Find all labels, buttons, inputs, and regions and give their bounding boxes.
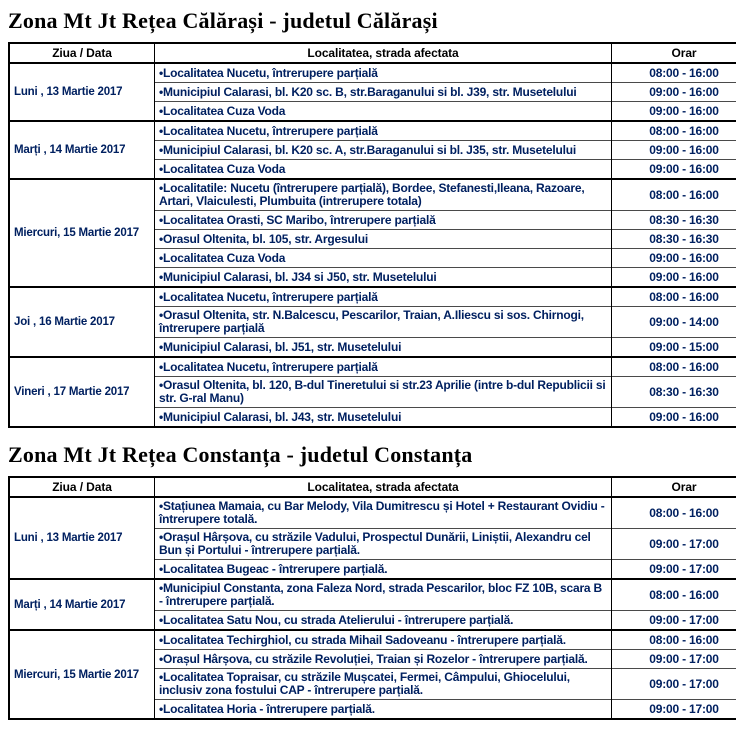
locality-cell: •Localitatea Nucetu, întrerupere parțială (155, 287, 612, 307)
header-row (9, 477, 736, 497)
locality-cell: •Localitatea Nucetu, întrerupere parțială (155, 63, 612, 83)
table-row (9, 630, 736, 650)
hours-cell: 08:00 - 16:00 (612, 630, 736, 650)
locality-cell: •Localitatea Nucetu, întrerupere parțială (155, 121, 612, 141)
locality-cell: •Localitatea Cuza Voda (155, 249, 612, 268)
hours-cell: 08:30 - 16:30 (612, 377, 736, 408)
locality-cell: •Localitatea Nucetu, întrerupere parțială (155, 357, 612, 377)
table-row (9, 579, 736, 611)
hours-cell: 09:00 - 16:00 (612, 83, 736, 102)
locality-cell: •Municipiul Calarasi, bl. J43, str. Musetelului (155, 408, 612, 428)
outage-schedule-table (8, 476, 736, 720)
hours-cell: 08:00 - 16:00 (612, 121, 736, 141)
hours-cell: 08:00 - 16:00 (612, 357, 736, 377)
hours-cell: 09:00 - 17:00 (612, 560, 736, 580)
hours-cell: 08:00 - 16:00 (612, 287, 736, 307)
hours-cell: 08:30 - 16:30 (612, 230, 736, 249)
locality-cell: •Municipiul Calarasi, bl. J51, str. Musetelului (155, 338, 612, 358)
col-header-locality: Localitatea, strada afectata (155, 43, 612, 63)
hours-cell: 09:00 - 16:00 (612, 160, 736, 180)
day-cell: Marți , 14 Martie 2017 (9, 579, 155, 630)
day-cell: Marți , 14 Martie 2017 (9, 121, 155, 179)
locality-cell: •Orașul Hârșova, cu străzile Vadului, Prospectul Dunării, Liniștii, Alexandru cel Bun și Portului - întrerupere parțială. (155, 529, 612, 560)
locality-cell: •Orasul Oltenita, str. N.Balcescu, Pescarilor, Traian, A.Iliescu si sos. Chirnogi, întrerupere parțială (155, 307, 612, 338)
locality-cell: •Localitatea Satu Nou, cu strada Atelierului - întrerupere parțială. (155, 611, 612, 631)
header-row (9, 43, 736, 63)
locality-cell: •Localitatea Topraisar, cu străzile Mușcatei, Fermei, Câmpului, Ghiocelului, inclusiv zona fostului CAP - întrerupere parțială. (155, 669, 612, 700)
locality-cell: •Municipiul Calarasi, bl. J34 si J50, str. Musetelului (155, 268, 612, 288)
day-cell: Luni , 13 Martie 2017 (9, 63, 155, 121)
hours-cell: 08:00 - 16:00 (612, 579, 736, 611)
hours-cell: 09:00 - 14:00 (612, 307, 736, 338)
hours-cell: 09:00 - 17:00 (612, 650, 736, 669)
hours-cell: 09:00 - 16:00 (612, 268, 736, 288)
hours-cell: 09:00 - 17:00 (612, 529, 736, 560)
locality-cell: •Municipiul Constanta, zona Faleza Nord, strada Pescarilor, bloc FZ 10B, scara B - întrerupere parțială. (155, 579, 612, 611)
locality-cell: •Localitatea Bugeac - întrerupere parțială. (155, 560, 612, 580)
locality-cell: •Localitatile: Nucetu (întrerupere parțială), Bordee, Stefanesti,Ileana, Razoare, Artari, Vlaiculesti, Plumbuita (intrerupere totala) (155, 179, 612, 211)
locality-cell: •Orașul Hârșova, cu străzile Revoluției, Traian și Rozelor - întrerupere parțială. (155, 650, 612, 669)
table-row (9, 63, 736, 83)
table-row (9, 179, 736, 211)
hours-cell: 08:00 - 16:00 (612, 179, 736, 211)
hours-cell: 09:00 - 16:00 (612, 408, 736, 428)
hours-cell: 08:30 - 16:30 (612, 211, 736, 230)
outage-schedule-table (8, 42, 736, 428)
table-row (9, 357, 736, 377)
locality-cell: •Localitatea Techirghiol, cu strada Mihail Sadoveanu - întrerupere parțială. (155, 630, 612, 650)
locality-cell: •Stațiunea Mamaia, cu Bar Melody, Vila Dumitrescu și Hotel + Restaurant Ovidiu - întrerupere totală. (155, 497, 612, 529)
hours-cell: 09:00 - 17:00 (612, 669, 736, 700)
col-header-day: Ziua / Data (9, 477, 155, 497)
hours-cell: 09:00 - 16:00 (612, 249, 736, 268)
table-row (9, 287, 736, 307)
day-cell: Luni , 13 Martie 2017 (9, 497, 155, 579)
locality-cell: •Municipiul Calarasi, bl. K20 sc. B, str.Baraganului si bl. J39, str. Musetelului (155, 83, 612, 102)
hours-cell: 09:00 - 16:00 (612, 102, 736, 122)
section-title: Zona Mt Jt Rețea Călărași - judetul Călărași (8, 8, 728, 34)
day-cell: Miercuri, 15 Martie 2017 (9, 179, 155, 287)
hours-cell: 08:00 - 16:00 (612, 497, 736, 529)
document-body (8, 8, 728, 720)
locality-cell: •Localitatea Horia - întrerupere parțială. (155, 700, 612, 720)
day-cell: Miercuri, 15 Martie 2017 (9, 630, 155, 719)
col-header-hours: Orar (612, 43, 736, 63)
table-row (9, 497, 736, 529)
section-title: Zona Mt Jt Rețea Constanța - judetul Constanța (8, 442, 728, 468)
locality-cell: •Municipiul Calarasi, bl. K20 sc. A, str.Baraganului si bl. J35, str. Musetelului (155, 141, 612, 160)
col-header-day: Ziua / Data (9, 43, 155, 63)
table-row (9, 121, 736, 141)
hours-cell: 09:00 - 16:00 (612, 141, 736, 160)
col-header-locality: Localitatea, strada afectata (155, 477, 612, 497)
col-header-hours: Orar (612, 477, 736, 497)
locality-cell: •Orasul Oltenita, bl. 120, B-dul Tineretului si str.23 Aprilie (intre b-dul Republicii si str. G-ral Manu) (155, 377, 612, 408)
locality-cell: •Localitatea Cuza Voda (155, 160, 612, 180)
day-cell: Joi , 16 Martie 2017 (9, 287, 155, 357)
hours-cell: 09:00 - 15:00 (612, 338, 736, 358)
hours-cell: 09:00 - 17:00 (612, 611, 736, 631)
hours-cell: 09:00 - 17:00 (612, 700, 736, 720)
hours-cell: 08:00 - 16:00 (612, 63, 736, 83)
day-cell: Vineri , 17 Martie 2017 (9, 357, 155, 427)
locality-cell: •Orasul Oltenita, bl. 105, str. Argesului (155, 230, 612, 249)
locality-cell: •Localitatea Orasti, SC Maribo, întrerupere parțială (155, 211, 612, 230)
locality-cell: •Localitatea Cuza Voda (155, 102, 612, 122)
